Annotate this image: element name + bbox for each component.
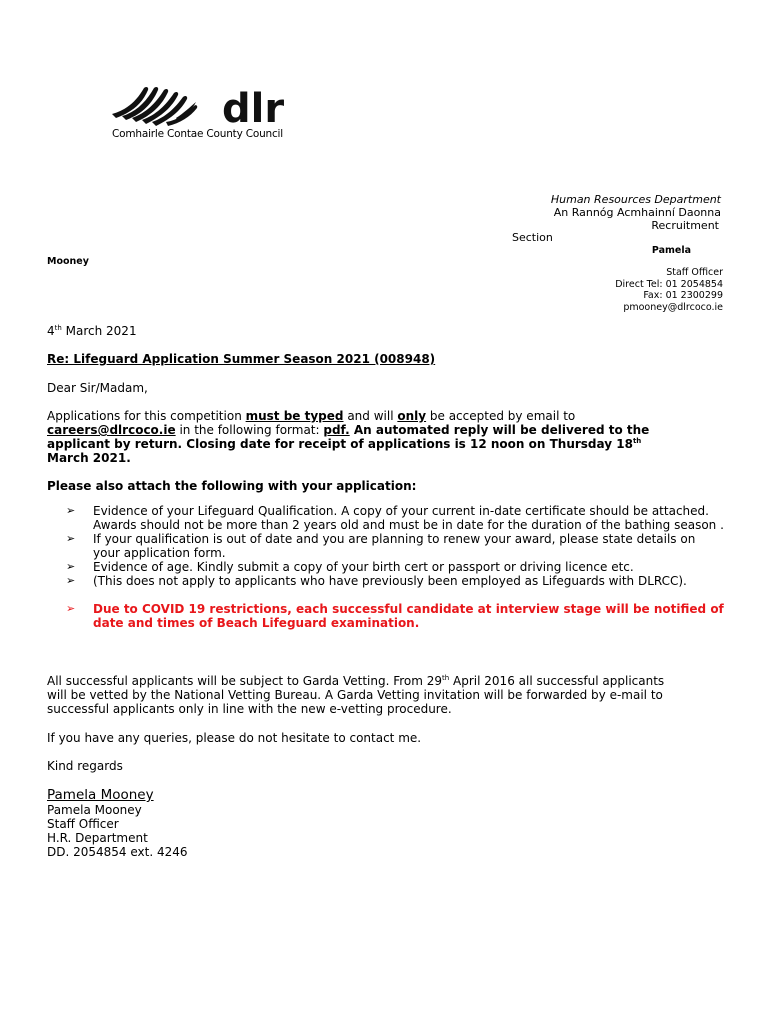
department-name: Human Resources Department	[550, 193, 721, 206]
list-item: ➢ Evidence of age. Kindly submit a copy of your birth cert or passport or driving licence etc.	[66, 560, 634, 574]
arrow-bullet-icon: ➢	[66, 560, 76, 573]
section-line1: Recruitment	[651, 219, 719, 232]
signatory-title: Staff Officer	[47, 817, 119, 831]
letter-subject: Re: Lifeguard Application Summer Season 2021 (008948)	[47, 352, 436, 366]
closing: Kind regards	[47, 759, 123, 773]
covid-notice: ➢ Due to COVID 19 restrictions, each successful candidate at interview stage will be notified of date and times of Beach Lifeguard examination.	[66, 602, 724, 630]
requirements-list	[66, 504, 726, 630]
council-name: Comhairle Contae County Council	[112, 128, 283, 140]
letter-date: 4th March 2021	[47, 324, 137, 338]
list-item: ➢ (This does not apply to applicants who have previously been employed as Lifeguards with DLRCC).	[66, 574, 687, 588]
logo-brand-text: dlr	[222, 86, 285, 132]
arrow-bullet-icon: ➢	[66, 574, 76, 587]
contact-first-name: Pamela	[651, 245, 691, 256]
arrow-bullet-icon: ➢	[66, 532, 76, 545]
wave-mark-icon	[112, 87, 197, 126]
application-paragraph: Applications for this competition must be typed and will only be accepted by email to careers@dlrcoco.ie in the following format: pdf. An automated reply will be delivered to the applicant by return. Closing date for receipt of applications is 12 noon on Thursday 18th March 2021.	[47, 409, 650, 465]
salutation: Dear Sir/Madam,	[47, 381, 148, 395]
contact-title: Staff Officer	[666, 267, 723, 278]
must-be-typed-emphasis: must be typed	[245, 409, 344, 423]
pdf-format: pdf.	[323, 423, 350, 437]
department-irish: An Rannóg Acmhainní Daonna	[553, 206, 721, 219]
arrow-bullet-icon: ➢	[66, 602, 76, 615]
section-line2: Section	[512, 231, 553, 244]
only-emphasis: only	[397, 409, 427, 423]
vetting-paragraph: All successful applicants will be subject to Garda Vetting. From 29th April 2016 all successful applicants will be vetted by the National Vetting Bureau. A Garda Vetting invitation will be forwarded by e-mail to successful applicants only in line with the new e-vetting procedure.	[47, 674, 665, 716]
attach-heading: Please also attach the following with your application:	[47, 479, 417, 493]
signatory-department: H.R. Department	[47, 831, 148, 845]
queries-line: If you have any queries, please do not hesitate to contact me.	[47, 731, 422, 745]
signatory-phone: DD. 2054854 ext. 4246	[47, 845, 188, 859]
arrow-bullet-icon: ➢	[66, 504, 76, 517]
contact-fax: Fax: 01 2300299	[643, 290, 723, 301]
careers-email-link[interactable]: careers@dlrcoco.ie	[47, 423, 176, 437]
signatory-name: Pamela Mooney	[47, 803, 142, 817]
contact-surname: Mooney	[47, 256, 89, 267]
contact-direct-tel: Direct Tel: 01 2054854	[615, 279, 723, 290]
list-item: ➢ If your qualification is out of date and you are planning to renew your award, please state details on your application form.	[66, 532, 696, 560]
contact-email: pmooney@dlrcoco.ie	[623, 302, 723, 313]
list-item: ➢ Evidence of your Lifeguard Qualification. A copy of your current in-date certificate should be attached. Awards should not be more than 2 years old and must be in date for the duration of the bathing season .	[66, 504, 724, 532]
signature: Pamela Mooney	[47, 787, 154, 803]
